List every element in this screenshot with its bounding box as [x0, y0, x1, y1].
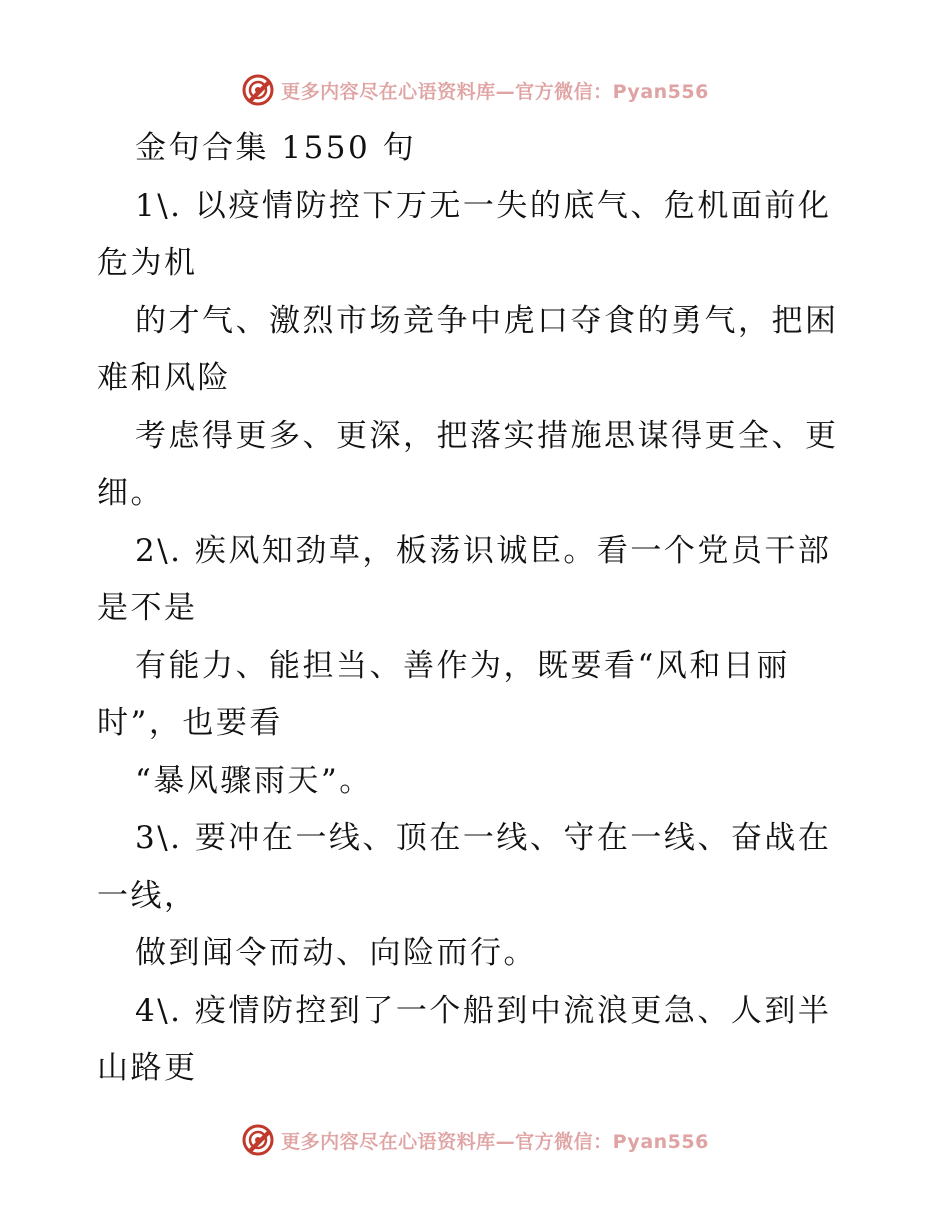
text-line: 细。	[97, 475, 164, 511]
document-title: 金句合集 1550 句	[135, 130, 417, 166]
text-line: 山路更	[97, 1050, 198, 1086]
text-line: 考虑得更多、更深，把落实措施思谋得更全、更	[135, 417, 839, 454]
text-line: 的才气、激烈市场竞争中虎口夺食的勇气，把困	[135, 302, 839, 339]
brand-logo-icon	[241, 73, 275, 107]
text-line: 4\. 疫情防控到了一个船到中流浪更急、人到半	[135, 992, 832, 1029]
text-line: 是不是	[97, 590, 198, 626]
header-banner-text: 更多内容尽在心语资料库—官方微信：Pyan556	[281, 80, 709, 103]
text-line: 有能力、能担当、善作为，既要看“风和日丽	[135, 647, 790, 684]
document-body	[97, 120, 857, 1098]
text-line: 做到闻令而动、向险而行。	[135, 935, 537, 971]
header-banner	[0, 70, 950, 110]
text-line: 时”，也要看	[97, 705, 283, 741]
footer-banner-text: 更多内容尽在心语资料库—官方微信：Pyan556	[281, 1130, 709, 1153]
text-line: 危为机	[97, 245, 198, 281]
text-line: 难和风险	[97, 360, 231, 396]
text-line: 2\. 疾风知劲草，板荡识诚臣。看一个党员干部	[135, 532, 832, 569]
footer-banner	[0, 1120, 950, 1160]
text-line: “暴风骤雨天”。	[135, 762, 373, 799]
text-line: 3\. 要冲在一线、顶在一线、守在一线、奋战在	[135, 820, 832, 856]
brand-logo-icon	[241, 1123, 275, 1157]
text-line: 一线，	[97, 877, 198, 914]
text-line: 1\. 以疫情防控下万无一失的底气、危机面前化	[135, 187, 832, 224]
